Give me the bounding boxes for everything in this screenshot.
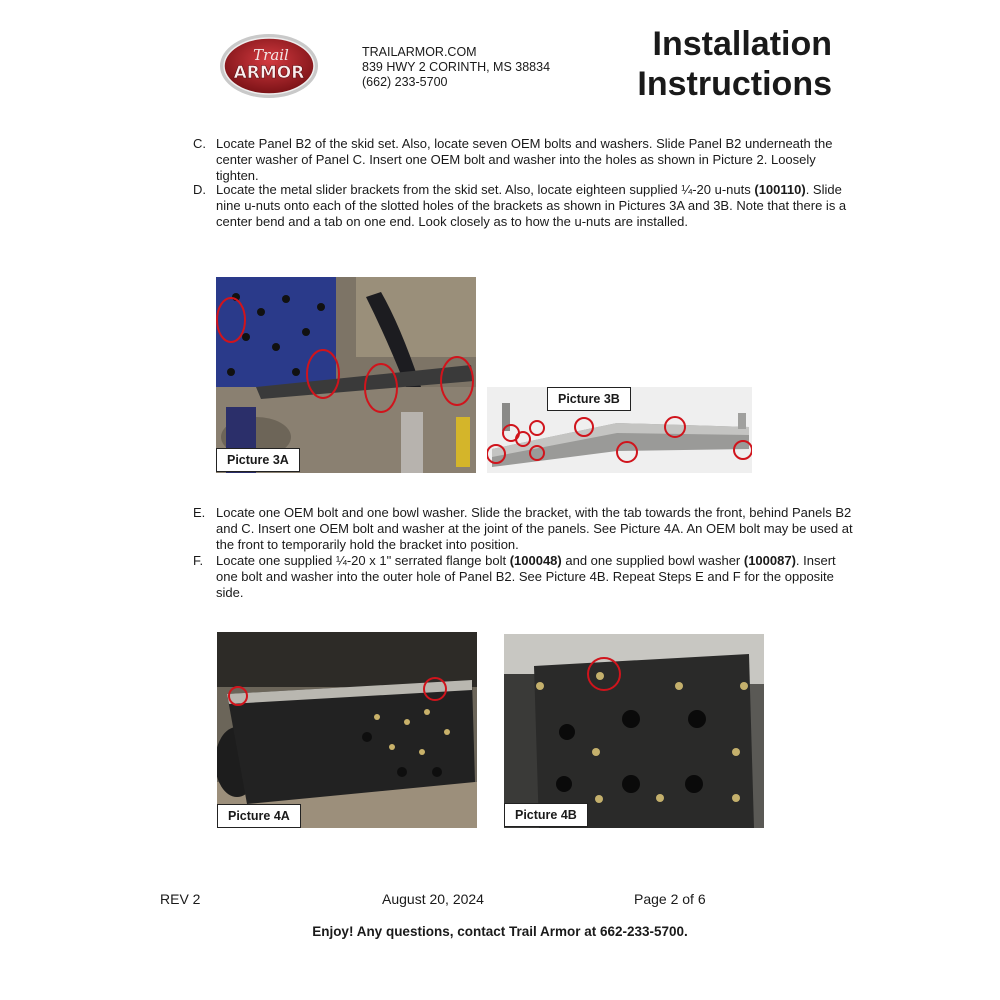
contact-line: Enjoy! Any questions, contact Trail Armor at 662-233-5700. (312, 924, 688, 939)
part-number: (100110) (754, 182, 806, 197)
step-d (193, 182, 853, 230)
step-c (193, 136, 853, 184)
picture-3b-caption: Picture 3B (547, 387, 631, 411)
picture-3b (487, 387, 752, 473)
step-letter: F. (193, 553, 204, 568)
trail-armor-logo (219, 33, 319, 99)
picture-3a (216, 277, 476, 473)
revision: REV 2 (160, 891, 201, 907)
company-info (362, 45, 550, 90)
step-text: Locate Panel B2 of the skid set. Also, locate seven OEM bolts and washers. Slide Panel B2 underneath the center washer of Panel C. Insert one OEM bolt and washer into the holes as shown in Picture 2. Loosely tighten. (216, 136, 833, 183)
title-line-1: Installation (652, 25, 832, 63)
step-text: Locate one OEM bolt and one bowl washer. Slide the bracket, with the tab towards the front, behind Panels B2 and C. Insert one OEM bolt and washer at the joint of the panels. See Picture 4A. An OEM bolt may be used at the front to temporarily hold the bracket into position. (216, 505, 853, 552)
company-site: TRAILARMOR.COM (362, 45, 477, 59)
logo-text-top: Trail (253, 46, 289, 64)
step-letter: C. (193, 136, 206, 151)
company-phone: (662) 233-5700 (362, 75, 448, 89)
picture-4b (504, 634, 764, 828)
part-number: (100087) (743, 553, 796, 568)
step-letter: D. (193, 182, 206, 197)
picture-4b-caption: Picture 4B (504, 803, 588, 827)
title-line-2: Instructions (637, 65, 832, 103)
footer-date: August 20, 2024 (382, 891, 484, 907)
part-number: (100048) (509, 553, 562, 568)
company-address: 839 HWY 2 CORINTH, MS 38834 (362, 60, 551, 74)
step-e (193, 505, 853, 553)
document-title (637, 24, 832, 104)
step-text: Locate one supplied ¼-20 x 1" serrated flange bolt (100048) and one supplied bowl washer (100087). Insert one bolt and washer into the outer hole of Panel B2. See Picture 4B. Repeat Steps E and F for the opposite side. (216, 553, 836, 600)
picture-4a (217, 632, 477, 828)
picture-4a-caption: Picture 4A (217, 804, 301, 828)
picture-3a-caption: Picture 3A (216, 448, 300, 472)
step-text: Locate the metal slider brackets from the skid set. Also, locate eighteen supplied ¼-20 u-nuts (100110). Slide nine u-nuts onto each of the slotted holes of the brackets as shown in Pictures 3A and 3B. Note that there is a center bend and a tab on one end. Look closely as to how the u-nuts are installed. (216, 182, 847, 229)
logo-text-bottom: ARMOR (233, 63, 305, 83)
step-letter: E. (193, 505, 206, 520)
page-number: Page 2 of 6 (634, 891, 706, 907)
step-f (193, 553, 853, 601)
